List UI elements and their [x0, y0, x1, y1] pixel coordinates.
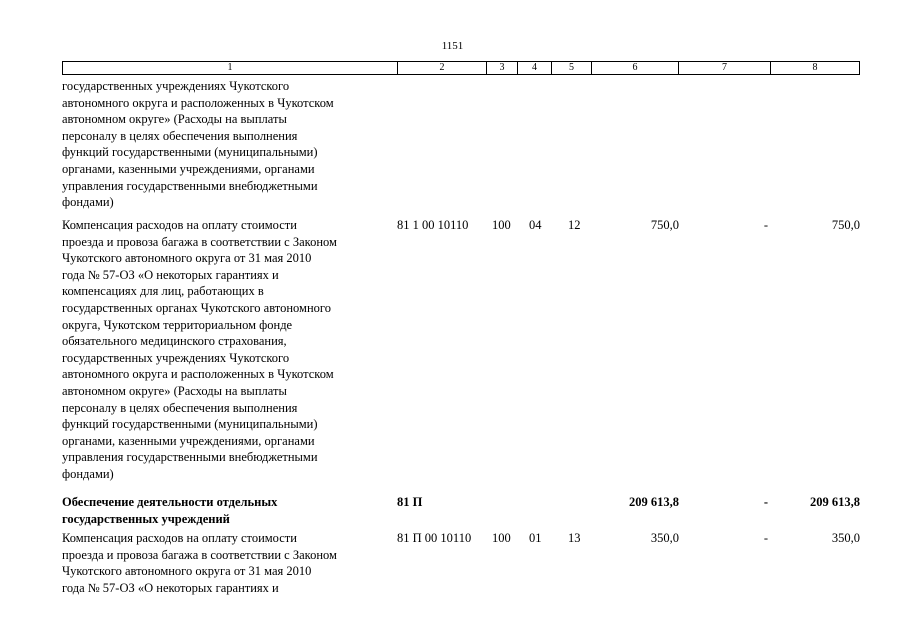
header-col-1: 1 — [63, 62, 398, 74]
row-description: Компенсация расходов на оплату стоимости проезда и провоза багажа в соответствии с Законом Чукотского автономного округа от 31 мая 2010 года № 57-ОЗ «О некоторых гарантиях и — [62, 531, 337, 595]
row-section: 01 — [529, 531, 542, 545]
row-amount-col6: 209 613,8 — [629, 495, 679, 509]
row-amount-col8: 350,0 — [831, 531, 860, 545]
row-amount-col6: 750,0 — [650, 218, 679, 232]
row-amount-col8: 209 613,8 — [810, 495, 860, 509]
row-amount-col7: - — [763, 218, 768, 232]
page-number: 1151 — [441, 40, 464, 52]
row-expense-type: 100 — [492, 531, 511, 545]
header-col-3: 3 — [487, 62, 518, 74]
row-amount-col7: - — [763, 495, 768, 509]
row-description: Обеспечение деятельности отдельных государственных учреждений — [62, 495, 278, 526]
header-col-5: 5 — [552, 62, 592, 74]
row-code: 81 П 00 10110 — [397, 531, 472, 545]
row-amount-col7: - — [763, 531, 768, 545]
row-description: Компенсация расходов на оплату стоимости проезда и провоза багажа в соответствии с Законом Чукотского автономного округа от 31 мая 2010 года № 57-ОЗ «О некоторых гарантиях и компенсациях для лиц, работающих в государственных органах Чукотского автономного округа, Чукотском территориальном фонде обязательного медицинского страхования, государственных учреждениях Чукотского автономного округа и расположенных в Чукотском автономном округе» (Расходы на выплаты персоналу в целях обеспечения выполнения функций государственными (муниципальными) органами, казенными учреждениями, органами управления государственными внебюджетными фондами) — [62, 218, 337, 481]
row-subsection: 12 — [568, 218, 581, 232]
row-section: 04 — [529, 218, 542, 232]
column-number-header — [62, 61, 860, 75]
header-col-2: 2 — [398, 62, 487, 74]
row-expense-type: 100 — [492, 218, 511, 232]
row-code: 81 П — [397, 495, 423, 509]
row-amount-col6: 350,0 — [650, 531, 679, 545]
header-col-4: 4 — [518, 62, 552, 74]
header-col-7: 7 — [679, 62, 771, 74]
row-amount-col8: 750,0 — [831, 218, 860, 232]
row-subsection: 13 — [568, 531, 581, 545]
header-col-6: 6 — [592, 62, 679, 74]
row-code: 81 1 00 10110 — [397, 218, 469, 232]
header-col-8: 8 — [812, 62, 818, 73]
row-description: государственных учреждениях Чукотского автономного округа и расположенных в Чукотском автономном округе» (Расходы на выплаты персоналу в целях обеспечения выполнения функций государственными (муниципальными) органами, казенными учреждениями, органами управления государственными внебюджетными фондами) — [62, 79, 334, 210]
